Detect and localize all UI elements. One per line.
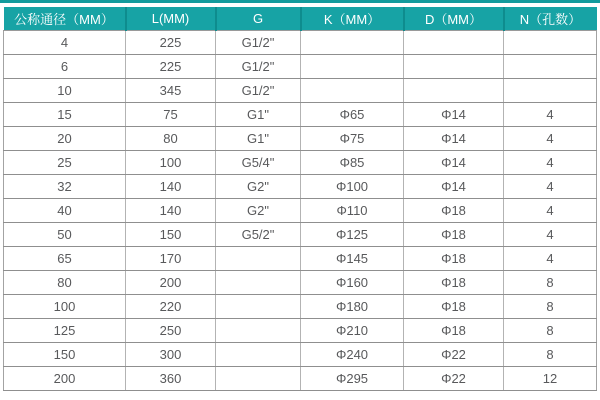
table-cell: Φ145	[301, 246, 404, 270]
table-row	[4, 246, 597, 270]
table-cell: Φ295	[301, 366, 404, 390]
table-row	[4, 270, 597, 294]
table-cell: Φ22	[404, 342, 504, 366]
table-cell: Φ14	[404, 150, 504, 174]
table-cell: 4	[504, 198, 597, 222]
table-cell: 200	[4, 366, 126, 390]
table-cell: G2"	[216, 174, 301, 198]
top-accent-line	[0, 0, 600, 3]
table-cell: Φ85	[301, 150, 404, 174]
table-row	[4, 78, 597, 102]
table-cell	[504, 30, 597, 54]
table-body	[4, 30, 597, 390]
table-cell	[216, 246, 301, 270]
table-cell	[216, 342, 301, 366]
column-header-hole-count: N（孔数）	[504, 7, 597, 30]
table-cell: 170	[126, 246, 216, 270]
table-cell: Φ100	[301, 174, 404, 198]
table-cell	[404, 30, 504, 54]
table-row	[4, 198, 597, 222]
table-cell: 360	[126, 366, 216, 390]
table-cell: G1/2"	[216, 78, 301, 102]
table-cell: 4	[504, 222, 597, 246]
table-cell	[216, 318, 301, 342]
table-cell: Φ75	[301, 126, 404, 150]
table-cell: 150	[4, 342, 126, 366]
table-cell: Φ18	[404, 294, 504, 318]
table-cell: Φ18	[404, 222, 504, 246]
table-cell: Φ18	[404, 270, 504, 294]
table-cell: Φ240	[301, 342, 404, 366]
table-cell: Φ210	[301, 318, 404, 342]
table-cell: G5/4"	[216, 150, 301, 174]
table-cell: Φ160	[301, 270, 404, 294]
table-cell: Φ22	[404, 366, 504, 390]
table-cell	[301, 30, 404, 54]
table-cell: 80	[126, 126, 216, 150]
table-cell: 20	[4, 126, 126, 150]
table-cell: 15	[4, 102, 126, 126]
table-cell: 50	[4, 222, 126, 246]
table-row	[4, 318, 597, 342]
table-cell	[216, 270, 301, 294]
table-cell: 4	[504, 246, 597, 270]
table-row	[4, 222, 597, 246]
table-cell: Φ18	[404, 246, 504, 270]
table-cell: G1/2"	[216, 30, 301, 54]
table-cell: 80	[4, 270, 126, 294]
table-cell	[404, 54, 504, 78]
table-cell: 4	[504, 102, 597, 126]
table-cell: 345	[126, 78, 216, 102]
table-row	[4, 30, 597, 54]
table-cell: 140	[126, 198, 216, 222]
column-header-thread: G	[216, 7, 301, 30]
table-cell: 75	[126, 102, 216, 126]
table-cell: Φ18	[404, 318, 504, 342]
table-cell	[216, 294, 301, 318]
table-cell: Φ180	[301, 294, 404, 318]
table-row	[4, 342, 597, 366]
column-header-bolt-circle: K（MM）	[301, 7, 404, 30]
table-cell: 140	[126, 174, 216, 198]
table-cell: G2"	[216, 198, 301, 222]
column-header-hole-diameter: D（MM）	[404, 7, 504, 30]
table-cell: 4	[504, 174, 597, 198]
column-header-nominal-diameter: 公称通径（MM）	[4, 7, 126, 30]
table-cell: 8	[504, 270, 597, 294]
table-cell: 6	[4, 54, 126, 78]
table-cell	[504, 78, 597, 102]
table-row	[4, 102, 597, 126]
table-cell: Φ65	[301, 102, 404, 126]
table-cell: 40	[4, 198, 126, 222]
table-cell	[504, 54, 597, 78]
table-cell: 250	[126, 318, 216, 342]
table-cell: G5/2"	[216, 222, 301, 246]
table-cell	[216, 366, 301, 390]
column-header-length: L(MM)	[126, 7, 216, 30]
table-row	[4, 294, 597, 318]
table-cell: Φ14	[404, 102, 504, 126]
table-cell: 8	[504, 318, 597, 342]
table-cell: 25	[4, 150, 126, 174]
table-cell: G1/2"	[216, 54, 301, 78]
table-cell: Φ110	[301, 198, 404, 222]
table-row	[4, 174, 597, 198]
table-cell: G1"	[216, 126, 301, 150]
table-cell: Φ18	[404, 198, 504, 222]
table-cell: 220	[126, 294, 216, 318]
table-cell: 8	[504, 342, 597, 366]
table-cell: 10	[4, 78, 126, 102]
table-cell: 100	[126, 150, 216, 174]
table-row	[4, 54, 597, 78]
table-cell: 300	[126, 342, 216, 366]
table-cell: 65	[4, 246, 126, 270]
table-cell	[404, 78, 504, 102]
table-cell: 4	[4, 30, 126, 54]
table-cell: 32	[4, 174, 126, 198]
table-cell	[301, 78, 404, 102]
table-cell: 125	[4, 318, 126, 342]
table-cell: 200	[126, 270, 216, 294]
table-cell: Φ125	[301, 222, 404, 246]
header-row	[4, 7, 597, 30]
table-row	[4, 126, 597, 150]
table-cell: G1"	[216, 102, 301, 126]
table-cell: 150	[126, 222, 216, 246]
table-cell: Φ14	[404, 174, 504, 198]
table-cell: 225	[126, 54, 216, 78]
table-cell: 4	[504, 126, 597, 150]
table-cell: 100	[4, 294, 126, 318]
table-cell: 225	[126, 30, 216, 54]
table-cell: 8	[504, 294, 597, 318]
table-row	[4, 366, 597, 390]
table-cell	[301, 54, 404, 78]
dimension-spec-table	[3, 7, 597, 391]
table-cell: 12	[504, 366, 597, 390]
table-cell: Φ14	[404, 126, 504, 150]
table-row	[4, 150, 597, 174]
table-cell: 4	[504, 150, 597, 174]
